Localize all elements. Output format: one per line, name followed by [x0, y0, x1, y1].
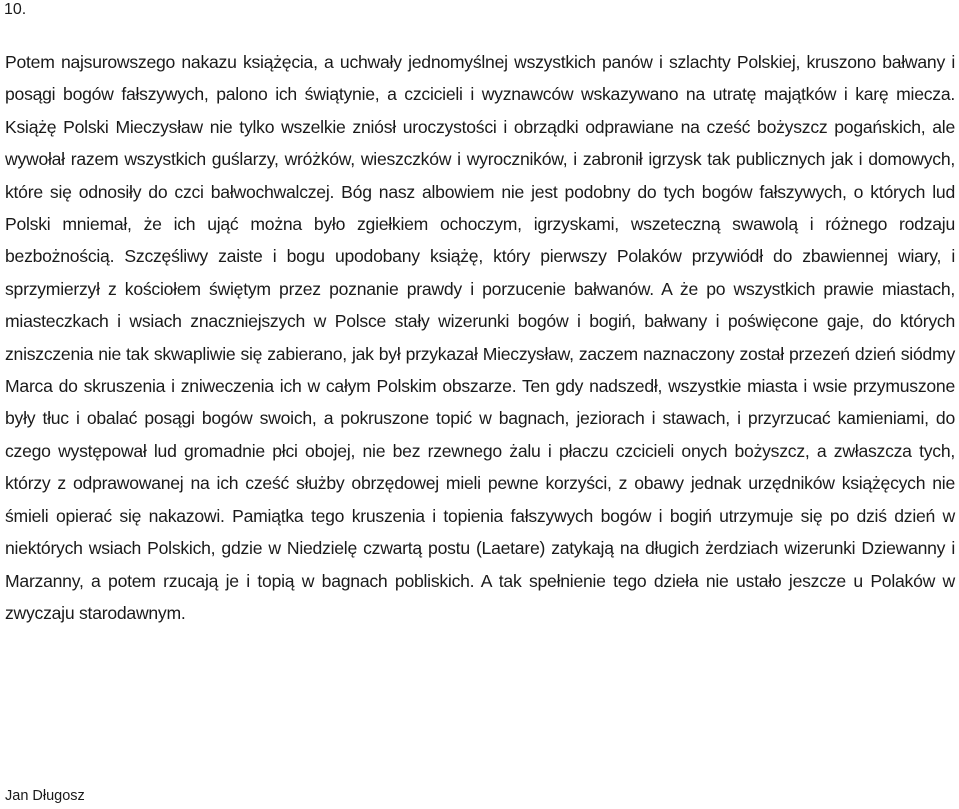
- page-number: 10.: [4, 1, 27, 18]
- author-signature: Jan Długosz: [5, 788, 85, 804]
- body-paragraph: Potem najsurowszego nakazu książęcia, a uchwały jednomyślnej wszystkich panów i szlachty Polskiej, kruszono bałwany i posągi bogów fałszywych, palono ich świątynie, a czcicieli i wyznawców wskazywano na utratę majątków i karę miecza. Książę Polski Mieczysław nie tylko wszelkie zniósł uroczystości i obrządki odprawiane na cześć bożyszcz pogańskich, ale wywołał razem wszystkich guślarzy, wróżków, wieszczków i wyroczników, i zabronił igrzysk tak publicznych jak i domowych, które się odnosiły do czci bałwochwalczej. Bóg nasz albowiem nie jest podobny do tych bogów fałszywych, o których lud Polski mniemał, że ich ująć można było zgiełkiem ochoczym, igrzyskami, wszeteczną swawolą i różnego rodzaju bezbożnością. Szczęśliwy zaiste i bogu upodobany książę, który pierwszy Polaków przywiódł do zbawiennej wiary, i sprzymierzył z kościołem świętym przez poznanie prawdy i porzucenie bałwanów. A że po wszystkich prawie miastach, miasteczkach i wsiach znaczniejszych w Polsce stały wizerunki bogów i bogiń, bałwany i poświęcone gaje, do których zniszczenia nie tak skwapliwie się zabierano, jak był przykazał Mieczysław, zaczem naznaczony został przezeń dzień siódmy Marca do skruszenia i zniweczenia ich w całym Polskim obszarze. Ten gdy nadszedł, wszystkie miasta i wsie przymuszone były tłuc i obalać posągi bogów swoich, a pokruszone topić w bagnach, jeziorach i stawach, i przyrzucać kamieniami, do czego występował lud gromadnie płci obojej, nie bez rzewnego żalu i płaczu czcicieli onych bożyszcz, a zwłaszcza tych, którzy z odprawowanej na ich cześć służby obrzędowej mieli pewne korzyści, z obawy jednak urzędników książęcych nie śmieli opierać się nakazowi. Pamiątka tego kruszenia i topienia fałszywych bogów i bogiń utrzymuje się po dziś dzień w niektórych wsiach Polskich, gdzie w Niedzielę czwartą postu (Laetare) zatykają na długich żerdziach wizerunki Dziewanny i Marzanny, a potem rzucają je i topią w bagnach pobliskich. A tak spełnienie tego dzieła nie ustało jeszcze u Polaków w zwyczaju starodawnym.: [5, 52, 955, 623]
